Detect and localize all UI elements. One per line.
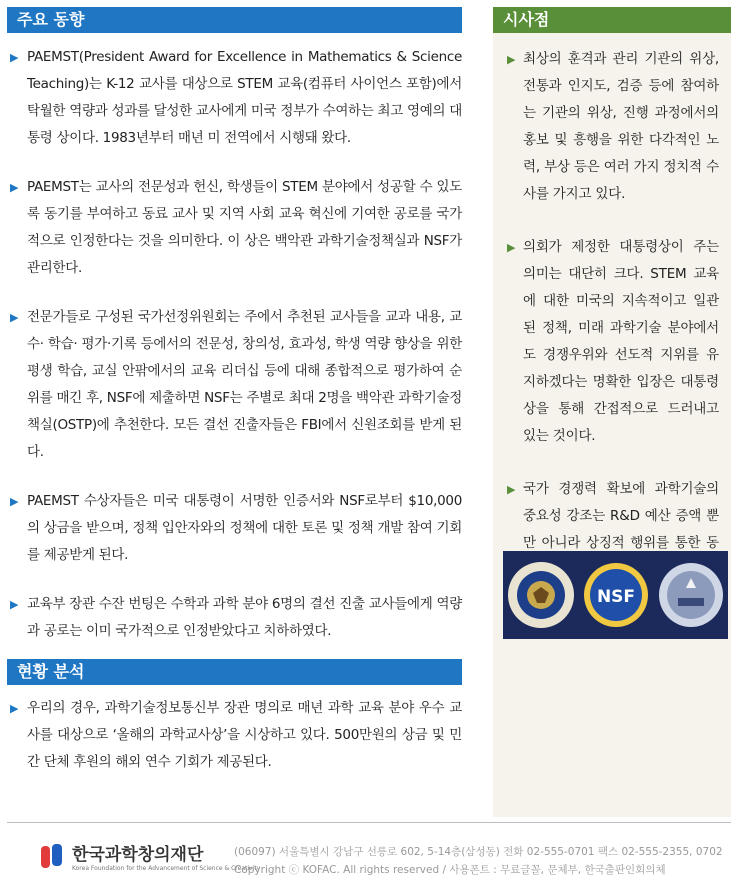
triangle-bullet-icon: ▶	[507, 483, 516, 496]
trend-paragraph: ▶ PAEMST(President Award for Excellence in Mathematics & Science Teaching)는 K-12 교사를 대상으로 STEM 교육(컴퓨터 사이언스 포함)에서 탁월한 역량과 성과를 달성한 교사에게 미국 정부가 수여하는 최고 영예의 대통령 상이다. 1983년부터 매년 미 전역에서 시행돼 왔다.	[7, 44, 462, 152]
presidential-seal-icon	[506, 560, 576, 630]
section-title-implications: 시사점	[493, 7, 731, 33]
main-column	[7, 7, 462, 776]
award-medal-icon	[656, 560, 726, 630]
award-logos-image	[503, 551, 728, 639]
trend-paragraph: ▶ 전문가들로 구성된 국가선정위원회는 주에서 추천된 교사들을 교과 내용, 교수· 학습· 평가·기록 등에서의 전문성, 창의성, 효과성, 학생 역량 향상을 위한 평생 학습, 교실 안팎에서의 교육 리더십 등에 대해 종합적으로 평가하여 순위를 매긴 후, NSF에 제출하면 NSF는 주별로 최대 2명을 백악관 과학기술정책실(OSTP)에 추천한다. 모든 결선 진출자들은 FBI에서 신원조회를 받게 된다.	[7, 304, 462, 466]
triangle-bullet-icon: ▶	[10, 598, 19, 611]
section-title-analysis: 현황 분석	[7, 659, 462, 685]
trend-paragraph: ▶ 교육부 장관 수잔 번팅은 수학과 과학 분야 6명의 결선 진출 교사들에게 역량과 공로는 이미 국가적으로 인정받았다고 치하하였다.	[7, 591, 462, 645]
analysis-paragraph: ▶ 우리의 경우, 과학기술정보통신부 장관 명의로 매년 과학 교육 분야 우수 교사를 대상으로 ‘올해의 과학교사상’을 시상하고 있다. 500만원의 상금 및 민간 단체 후원의 해외 연수 기회가 제공된다.	[7, 695, 462, 776]
svg-text:NSF: NSF	[596, 587, 635, 607]
org-subtitle: Korea Foundation for the Advancement of Science & Creativity	[72, 865, 261, 872]
implication-paragraph: ▶ 의회가 제정한 대통령상이 주는 의미는 대단히 크다. STEM 교육에 대한 미국의 지속적이고 일관된 정책, 미래 과학기술 분야에서도 경쟁우위와 선도적 지위를 유지하겠다는 명확한 입장은 대통령상을 통해 간접적으로 드러내고 있는 것이다.	[493, 234, 731, 450]
implication-paragraph: ▶ 국가 경쟁력 확보에 과학기술의 중요성 강조는 R&D 예산 증액 뿐만 아니라 상징적 행위를 통한 동	[493, 476, 731, 584]
triangle-bullet-icon: ▶	[10, 51, 19, 64]
kofac-emblem-icon	[38, 842, 66, 870]
footer-address: (06097) 서울특별시 강남구 선릉로 602, 5-14층(삼성동) 전화 02-555-0701 팩스 02-555-2355, 0702 Copyright ⓒ KOFAC. All rights reserved / 사용폰트 : 무료글꼴, 문체부, 한국출판인회의체	[234, 846, 723, 876]
implication-paragraph: ▶ 최상의 훈격과 관리 기관의 위상, 전통과 인지도, 검증 등에 참여하는 기관의 위상, 진행 과정에서의 홍보 및 흥행을 위한 다각적인 노력, 부상 등은 여러 가지 정치적 수사를 가지고 있다.	[493, 46, 731, 208]
section-title-trends: 주요 동향	[7, 7, 462, 33]
footer-divider	[7, 822, 731, 823]
triangle-bullet-icon: ▶	[507, 241, 516, 254]
triangle-bullet-icon: ▶	[10, 702, 19, 715]
kofac-logo	[38, 840, 260, 872]
nsf-logo-icon	[581, 560, 651, 630]
triangle-bullet-icon: ▶	[10, 181, 19, 194]
triangle-bullet-icon: ▶	[10, 495, 19, 508]
trend-paragraph: ▶ PAEMST 수상자들은 미국 대통령이 서명한 인증서와 NSF로부터 $10,000의 상금을 받으며, 정책 입안자와의 정책에 대한 토론 및 정책 개발 참여 기회를 제공받게 된다.	[7, 488, 462, 569]
sidebar-implications	[493, 7, 731, 817]
org-name: 한국과학창의재단	[72, 845, 204, 865]
trend-paragraph: ▶ PAEMST는 교사의 전문성과 헌신, 학생들이 STEM 분야에서 성공할 수 있도록 동기를 부여하고 동료 교사 및 지역 사회 교육 혁신에 기여한 공로를 국가적으로 인정한다는 것을 의미한다. 이 상은 백악관 과학기술정책실과 NSF가 관리한다.	[7, 174, 462, 282]
triangle-bullet-icon: ▶	[507, 53, 516, 66]
triangle-bullet-icon: ▶	[10, 311, 19, 324]
